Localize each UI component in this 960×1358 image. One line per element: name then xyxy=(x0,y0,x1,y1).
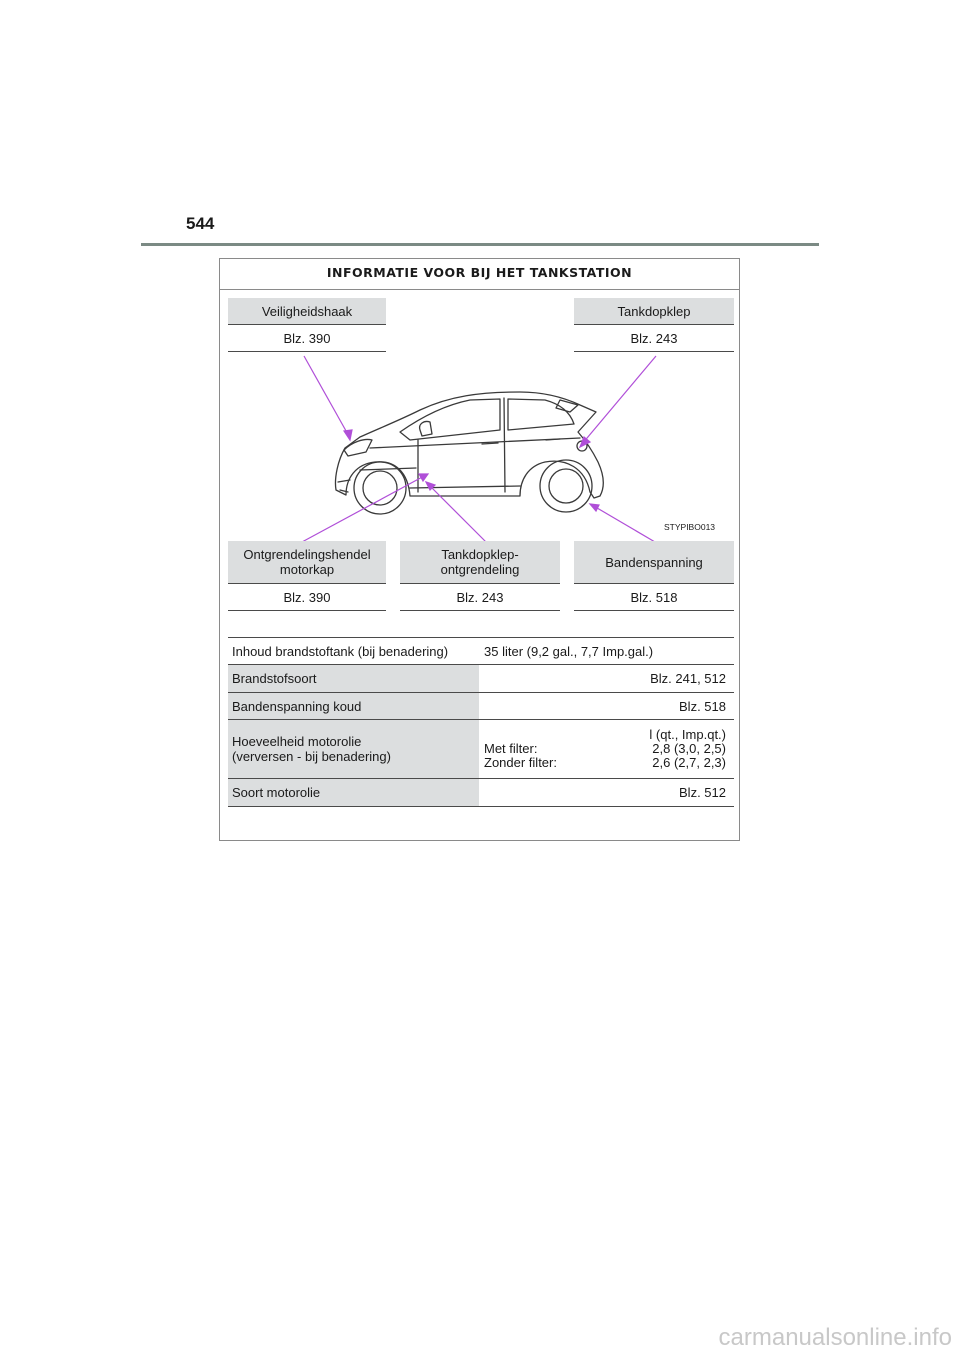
table-row xyxy=(228,665,734,693)
spec-value: Blz. 518 xyxy=(679,698,726,714)
spec-label: Bandenspanning koud xyxy=(228,693,480,719)
callout-page-ref: Blz. 243 xyxy=(400,584,560,611)
oil-label-line2: (verversen - bij benadering) xyxy=(232,749,391,764)
table-row xyxy=(228,779,734,807)
callout-label: Bandenspanning xyxy=(574,541,734,584)
specs-table xyxy=(228,637,734,807)
callout-line-hood-lever xyxy=(302,475,426,542)
spec-value: 35 liter (9,2 gal., 7,7 Imp.gal.) xyxy=(484,643,654,659)
callout-label: Ontgrendelingshendel motorkap xyxy=(228,541,386,584)
panel-title: INFORMATIE VOOR BIJ HET TANKSTATION xyxy=(326,265,633,280)
spec-label: Inhoud brandstoftank (bij benadering) xyxy=(228,638,480,664)
callout-label: Tankdopklep xyxy=(574,298,734,325)
callout-line-fuel-door xyxy=(582,356,656,444)
callout-safety-catch xyxy=(228,298,386,352)
spec-label: Brandstofsoort xyxy=(228,665,480,692)
callout-tire-pressure xyxy=(574,541,734,611)
headlight xyxy=(344,439,372,456)
spec-label xyxy=(228,720,480,778)
oil-with-filter-label: Met filter: xyxy=(484,741,538,756)
figure-code: STYPIBO013 xyxy=(664,522,716,532)
side-mirror xyxy=(420,421,432,436)
table-row xyxy=(228,720,734,779)
callout-page-ref: Blz. 243 xyxy=(574,325,734,352)
callout-page-ref: Blz. 390 xyxy=(228,325,386,352)
rear-window xyxy=(508,399,574,430)
oil-unit: l (qt., Imp.qt.) xyxy=(649,727,726,742)
callout-line-tire-pressure xyxy=(592,505,655,542)
spec-value xyxy=(480,720,734,778)
watermark: carmanualsonline.info xyxy=(718,1324,952,1351)
callout-line-safety-catch xyxy=(304,356,350,438)
table-row xyxy=(228,638,734,665)
oil-without-filter-value: 2,6 (2,7, 2,3) xyxy=(652,755,726,770)
oil-without-filter-label: Zonder filter: xyxy=(484,755,557,770)
callout-fuel-door-opener xyxy=(400,541,560,611)
callout-page-ref: Blz. 518 xyxy=(574,584,734,611)
callout-line-fuel-opener xyxy=(428,484,486,542)
callout-page-ref: Blz. 390 xyxy=(228,584,386,611)
callout-label: Tankdopklep- ontgrendeling xyxy=(400,541,560,584)
page-number: 544 xyxy=(186,214,215,233)
spec-value: Blz. 512 xyxy=(679,785,726,800)
callout-hood-lever xyxy=(228,541,386,611)
oil-label-line1: Hoeveelheid motorolie xyxy=(232,734,362,749)
spec-label: Soort motorolie xyxy=(228,779,480,806)
rear-wheel xyxy=(540,460,592,512)
front-window xyxy=(400,399,500,440)
oil-with-filter-value: 2,8 (3,0, 2,5) xyxy=(652,741,726,756)
table-row xyxy=(228,693,734,720)
spec-value: Blz. 241, 512 xyxy=(650,671,726,686)
callout-label: Veiligheidshaak xyxy=(228,298,386,325)
callout-fuel-door xyxy=(574,298,734,352)
